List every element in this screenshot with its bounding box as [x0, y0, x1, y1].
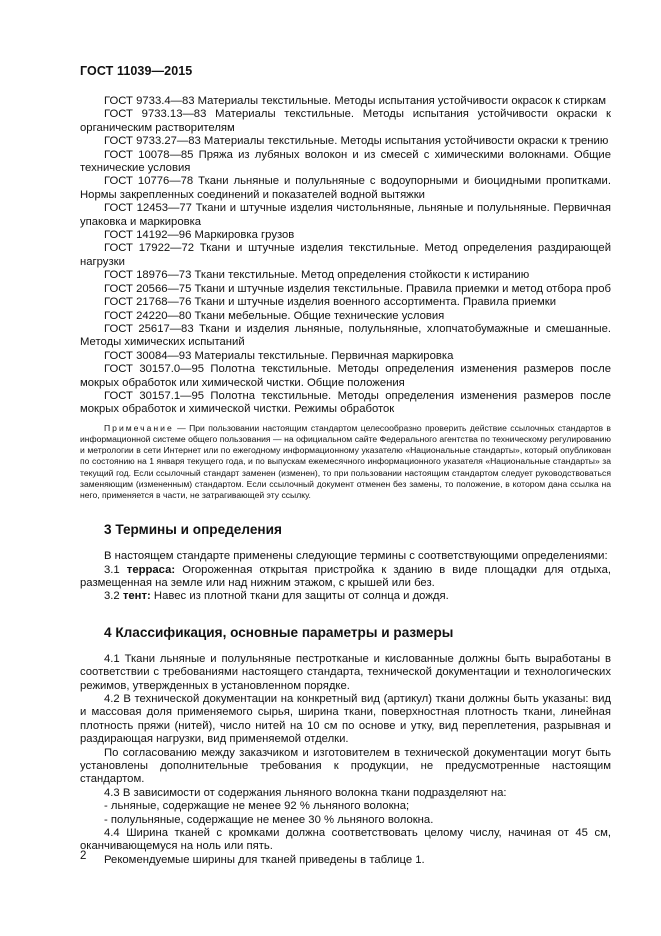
paragraph-4-3: 4.3 В зависимости от содержания льняного волокна ткани подразделяют на: [104, 786, 507, 799]
term-3-1 [80, 564, 611, 591]
note-label: Примечание [104, 422, 174, 433]
section-4-heading: 4 Классификация, основные параметры и размеры [104, 624, 454, 640]
page-number: 2 [80, 850, 87, 862]
note-text: — При пользовании настоящим стандартом целесообразно проверить действие ссылочных стандартов в информационной системе общего пользования — на официальном сайте Федерального агентства по техническому регулированию и метрологии в сети Интернет или по ежегодному информационному указателю «Национальные стандарты», который опубликован по состоянию на 1 января текущего года, и по выпускам ежемесячного информационного указателя «Национальные стандарты» за текущий год. Если ссылочный стандарт заменен (изменен), то при пользовании настоящим стандартом следует руководствоваться заменяющим (измененным) стандартом. Если ссылочный документ отменен без замены, то положение, в котором дана ссылка на него, применяется в части, не затрагивающей эту ссылку. [80, 422, 611, 500]
reference-item: ГОСТ 30157.0—95 Полотна текстильные. Методы определения изменения размеров после мокрых обработок или химической чистки. Общие положения [80, 363, 611, 389]
reference-item: ГОСТ 30157.1—95 Полотна текстильные. Методы определения изменения размеров после мокрых обработок и химической чистки. Режимы обработок [80, 389, 611, 416]
reference-item: ГОСТ 30084—93 Материалы текстильные. Первичная маркировка [104, 349, 454, 362]
term-3-2 [80, 590, 611, 603]
term-number: 3.1 [104, 563, 120, 576]
reference-item: ГОСТ 14192—96 Маркировка грузов [104, 229, 295, 242]
reference-item: ГОСТ 21768—76 Ткани и штучные изделия военного ассортимента. Правила приемки [104, 296, 557, 309]
paragraph-table-ref: Рекомендуемые ширины для тканей приведены в таблице 1. [104, 853, 425, 866]
term-number: 3.2 [104, 590, 120, 603]
note-paragraph [80, 423, 611, 501]
reference-item: ГОСТ 9733.4—83 Материалы текстильные. Методы испытания устойчивости окрасок к стиркам [104, 95, 607, 107]
paragraph-4-4: 4.4 Ширина тканей с кромками должна соответствовать целому числу, начиная от 45 см, оканчивающемуся на ноль или пять. [80, 827, 611, 853]
paragraph-4-2-cont: По согласованию между заказчиком и изготовителем в технической документации могут быть установлены дополнительные требования к продукции, не предусмотренные настоящим стандартом. [80, 746, 611, 786]
list-item: - льняные, содержащие не менее 92 % льняного волокна; [104, 800, 410, 813]
reference-item: ГОСТ 9733.27—83 Материалы текстильные. Методы испытания устойчивости окраски к трению [104, 135, 609, 148]
list-item: - полульняные, содержащие не менее 30 % льняного волокна. [104, 813, 434, 826]
reference-item: ГОСТ 20566—75 Ткани и штучные изделия текстильные. Правила приемки и метод отбора проб [104, 282, 611, 295]
document-header: ГОСТ 11039—2015 [80, 64, 193, 78]
term-name: терраса: [126, 563, 176, 576]
references-list [80, 95, 611, 417]
reference-item: ГОСТ 18976—73 Ткани текстильные. Метод определения стойкости к истиранию [104, 269, 530, 282]
reference-item: ГОСТ 10776—78 Ткани льняные и полульняные с водоупорными и биоцидными пропитками. Нормы закрепленных соединений и показателей водной вытяжки [80, 175, 611, 201]
term-definition: Навес из плотной ткани для защиты от солнца и дождя. [150, 590, 449, 603]
reference-item: ГОСТ 24220—80 Ткани мебельные. Общие технические условия [104, 309, 445, 322]
term-definition: Огороженная открытая пристройка к зданию в виде площадки для отдыха, размещенная на земле или над нижним этажом, с крышей или без. [80, 563, 612, 589]
paragraph-4-1: 4.1 Ткани льняные и полульняные пестротканые и кислованные должны быть выработаны в соответствии с требованиями настоящего стандарта, технической документации и технологических режимов, утвержденных в установленном порядке. [80, 652, 611, 692]
paragraph-4-2: 4.2 В технической документации на конкретный вид (артикул) ткани должны быть указаны: вид и массовая доля применяемого сырья, ширина ткани, поверхностная плотность ткани, линейная плотность пряжи (нитей), число нитей на 10 см по основе и утку, вид переплетения, разрывная и раздирающая нагрузки, вид применяемой отделки. [80, 693, 611, 746]
section-3-intro: В настоящем стандарте применены следующие термины с соответствующими определениями: [104, 550, 608, 563]
reference-item: ГОСТ 10078—85 Пряжа из лубяных волокон и из смесей с химическими волокнами. Общие технические условия [80, 148, 611, 175]
term-name: тент: [122, 590, 151, 603]
reference-item: ГОСТ 12453—77 Ткани и штучные изделия чистольняные, льняные и полульняные. Первичная упаковка и маркировка [80, 202, 611, 228]
reference-item: ГОСТ 25617—83 Ткани и изделия льняные, полульняные, хлопчатобумажные и смешанные. Методы химических испытаний [80, 322, 611, 349]
reference-item: ГОСТ 9733.13—83 Материалы текстильные. Методы испытания устойчивости окраски к органическим растворителям [80, 108, 611, 134]
document-body [80, 95, 611, 867]
reference-item: ГОСТ 17922—72 Ткани и штучные изделия текстильные. Метод определения раздирающей нагрузки [80, 242, 611, 268]
section-3-heading: 3 Термины и определения [104, 522, 282, 538]
